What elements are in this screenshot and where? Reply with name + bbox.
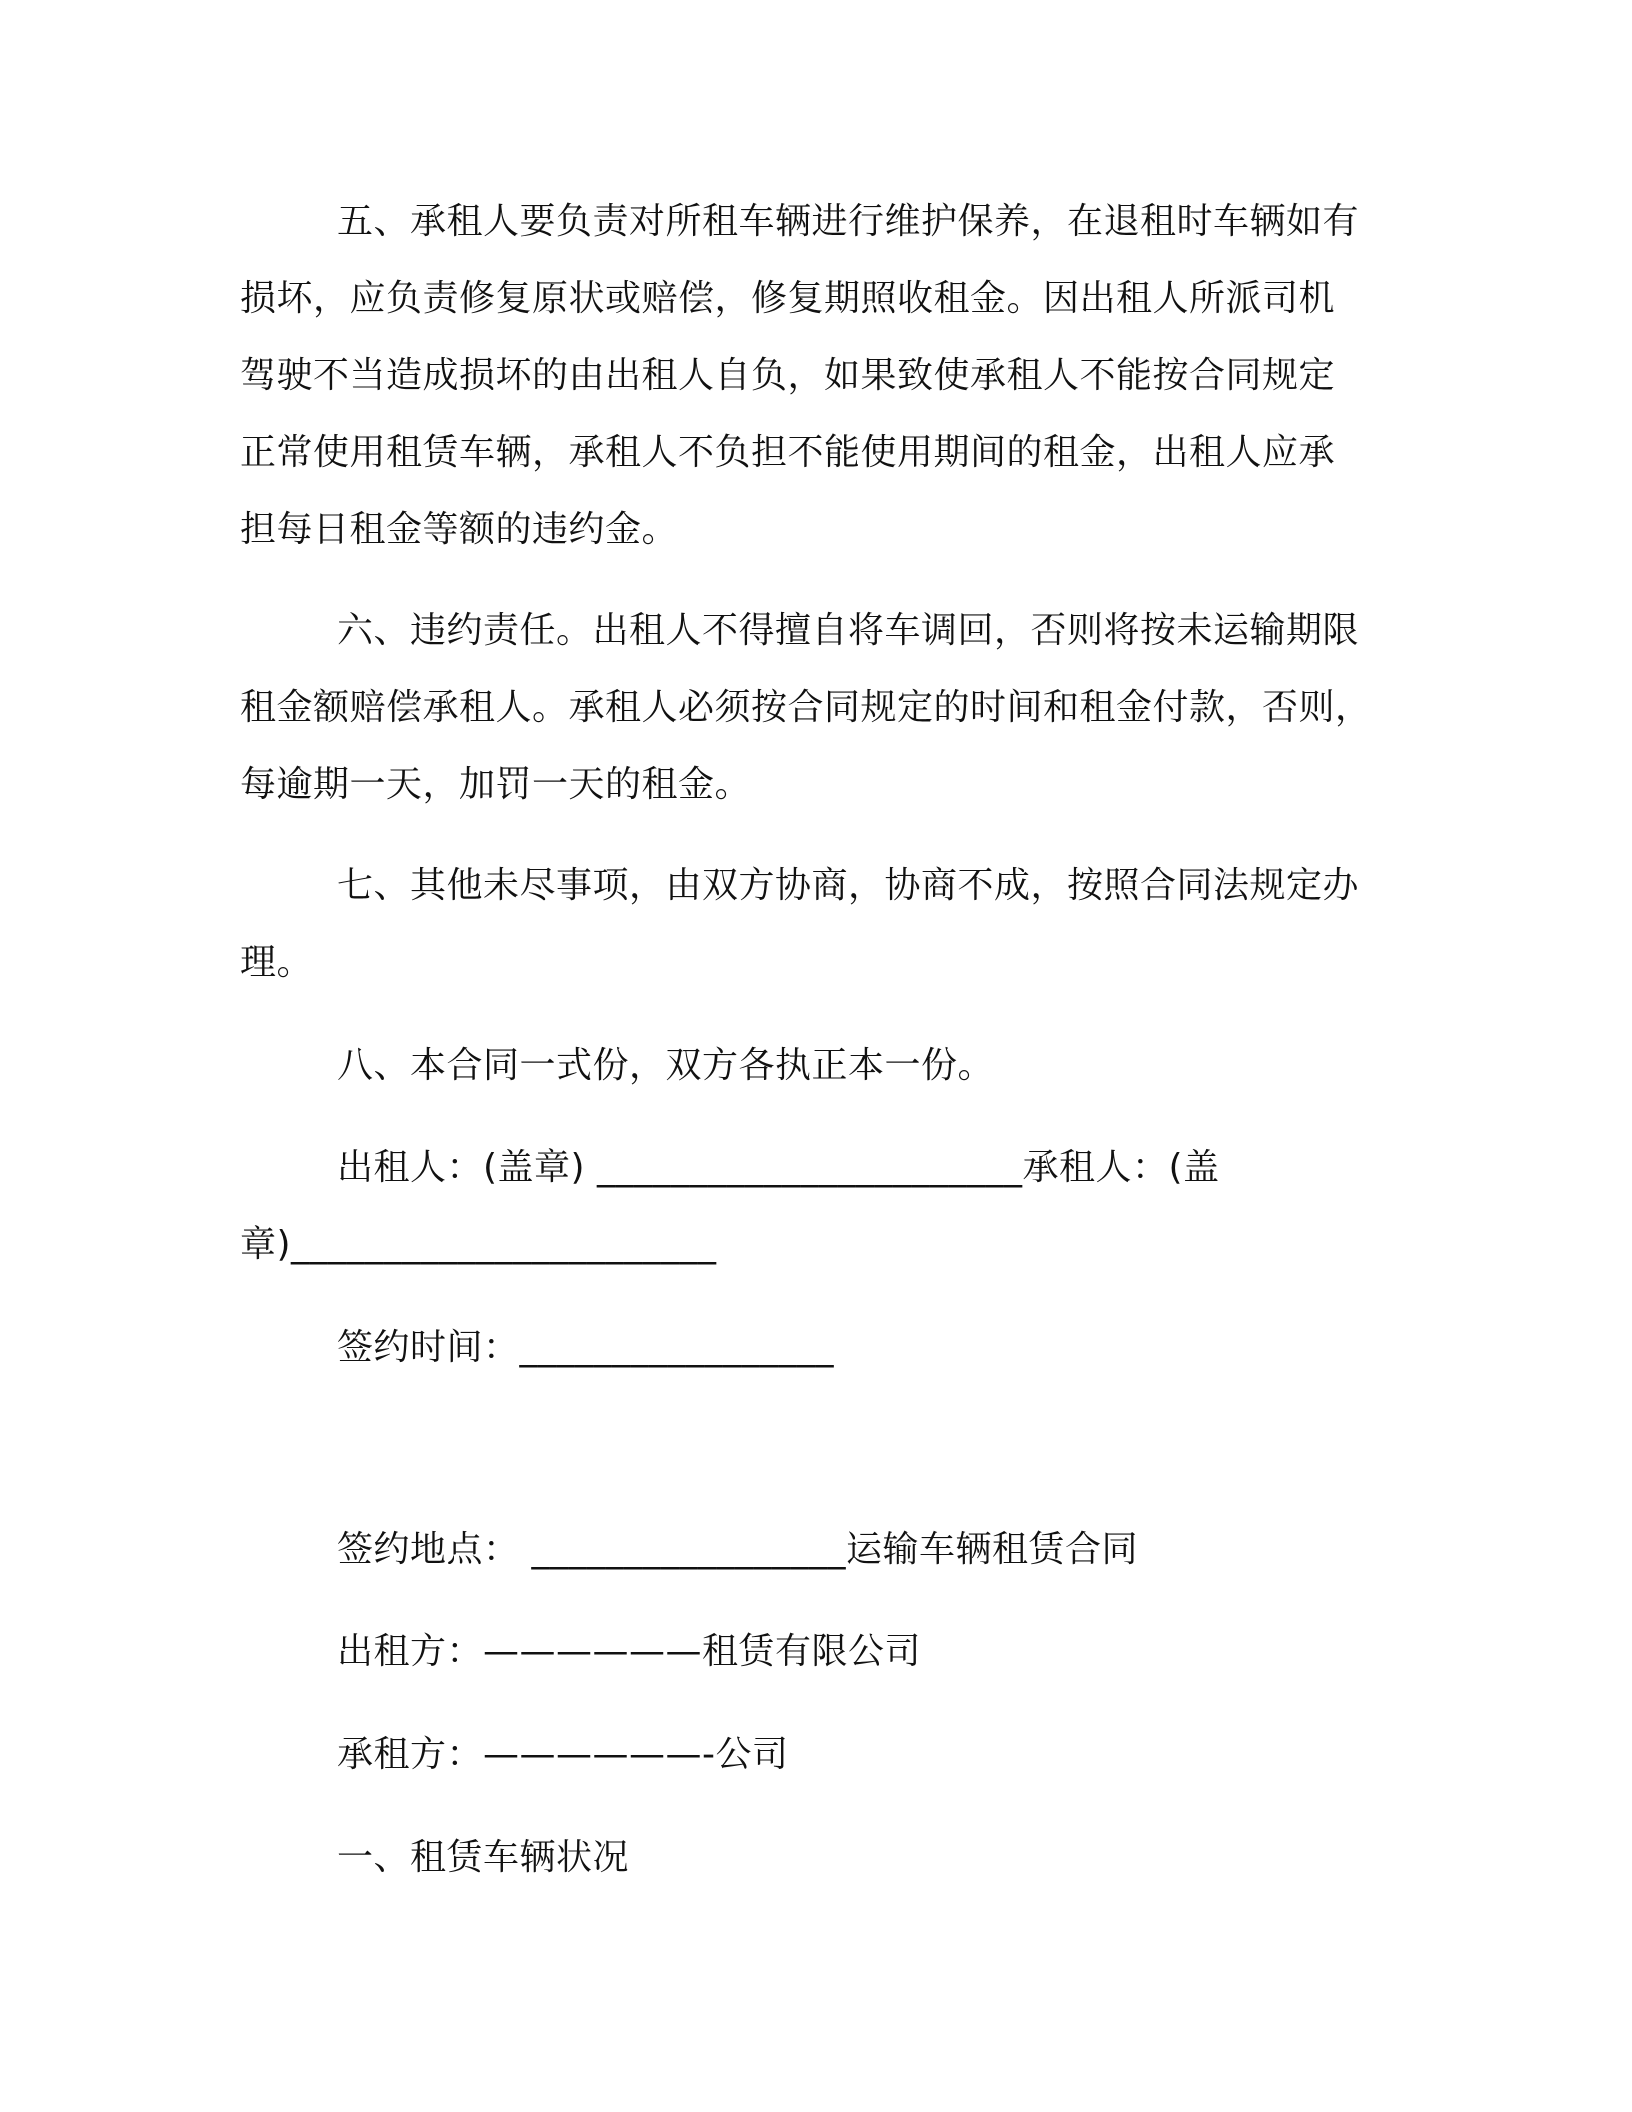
signature-line-2: 章)_______________________ (240, 1224, 717, 1265)
sign-date: 签约时间：_________________ (337, 1327, 835, 1368)
clause-6-line-3: 每逾期一天，加罚一天的租金。 (240, 764, 752, 805)
sign-place: 签约地点： _________________运输车辆租赁合同 (337, 1529, 1138, 1570)
clause-5-line-3: 驾驶不当造成损坏的由出租人自负，如果致使承租人不能按合同规定 (240, 355, 1336, 396)
lessee: 承租方：——————-公司 (337, 1734, 789, 1775)
clause-8: 八、本合同一式份，双方各执正本一份。 (337, 1045, 995, 1086)
clause-7-line-2: 理。 (240, 942, 314, 983)
clause-5-line-1: 五、承租人要负责对所租车辆进行维护保养，在退租时车辆如有 (337, 201, 1360, 242)
lessor: 出租方：——————租赁有限公司 (337, 1631, 922, 1672)
clause-5-line-5: 担每日租金等额的违约金。 (240, 509, 679, 550)
clause-5-line-4: 正常使用租赁车辆，承租人不负担不能使用期间的租金，出租人应承 (240, 432, 1336, 473)
clause-7-line-1: 七、其他未尽事项，由双方协商，协商不成，按照合同法规定办 (337, 865, 1360, 906)
signature-line-1: 出租人：(盖章) _______________________承租人：(盖 (337, 1147, 1220, 1188)
clause-5-line-2: 损坏，应负责修复原状或赔偿，修复期照收租金。因出租人所派司机 (240, 278, 1336, 319)
clause-6-line-2: 租金额赔偿承租人。承租人必须按合同规定的时间和租金付款，否则， (240, 687, 1372, 728)
clause-6-line-1: 六、违约责任。出租人不得擅自将车调回，否则将按未运输期限 (337, 610, 1360, 651)
section-1-heading: 一、租赁车辆状况 (337, 1837, 630, 1878)
